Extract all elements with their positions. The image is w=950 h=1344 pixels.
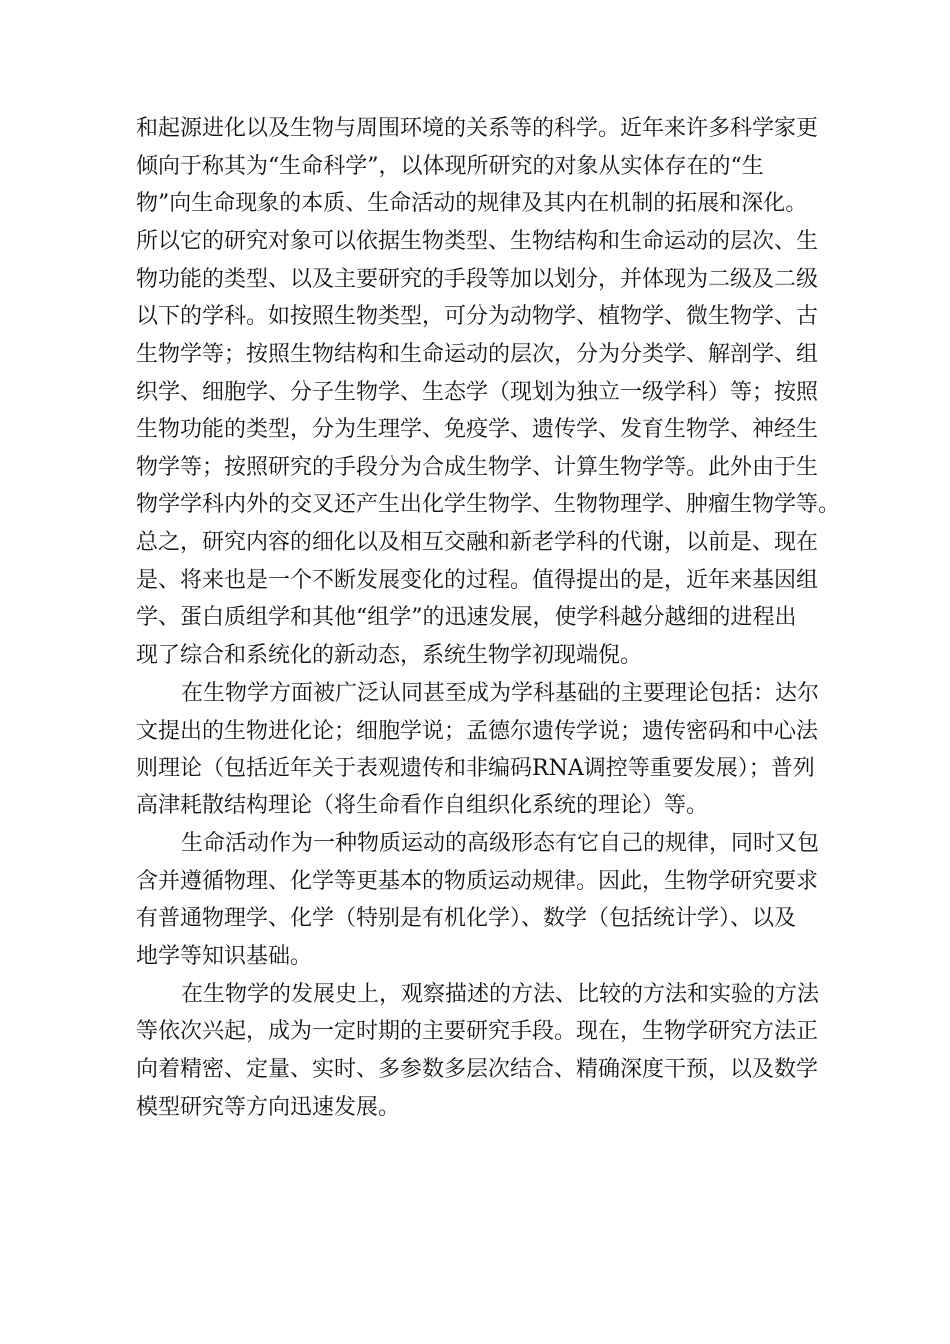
paragraph-line: 地学等知识基础。	[136, 944, 313, 969]
paragraph-line: 所以它的研究对象可以依据生物类型、生物结构和生命运动的层次、生	[136, 229, 819, 254]
paragraph-line: 物”向生命现象的本质、生命活动的规律及其内在机制的拓展和深化。	[136, 191, 808, 216]
paragraph-line: 物学学科内外的交叉还产生出化学生物学、生物物理学、肿瘤生物学等。	[136, 492, 841, 517]
paragraph-line: 以下的学科。如按照生物类型，可分为动物学、植物学、微生物学、古	[136, 304, 819, 329]
paragraph-line: 在生物学方面被广泛认同甚至成为学科基础的主要理论包括：达尔	[181, 681, 820, 706]
paragraph-line: 倾向于称其为“生命科学”，以体现所研究的对象从实体存在的“生	[136, 154, 764, 179]
paragraph-line: 织学、细胞学、分子生物学、生态学（现划为独立一级学科）等；按照	[136, 380, 819, 405]
paragraph-line: 生物功能的类型，分为生理学、免疫学、遗传学、发育生物学、神经生	[136, 417, 819, 442]
paragraph-line: 总之，研究内容的细化以及相互交融和新老学科的代谢，以前是、现在	[136, 530, 819, 555]
paragraph-line: 有普通物理学、化学（特别是有机化学）、数学（包括统计学）、以及	[136, 906, 797, 931]
paragraph-line: 等依次兴起，成为一定时期的主要研究手段。现在，生物学研究方法正	[136, 1019, 819, 1044]
paragraph-line: 学、蛋白质组学和其他“组学”的迅速发展，使学科越分越细的进程出	[136, 605, 797, 630]
paragraph-line: 和起源进化以及生物与周围环境的关系等的科学。近年来许多科学家更	[136, 116, 819, 141]
paragraph-line: 模型研究等方向迅速发展。	[136, 1095, 401, 1120]
paragraph-line: 生物学等；按照生物结构和生命运动的层次，分为分类学、解剖学、组	[136, 342, 819, 367]
paragraph-line: 是、将来也是一个不断发展变化的过程。值得提出的是，近年来基因组	[136, 568, 819, 593]
paragraph-line: 则理论（包括近年关于表观遗传和非编码RNA调控等重要发展）；普列	[136, 756, 815, 781]
paragraph-line: 物学等；按照研究的手段分为合成生物学、计算生物学等。此外由于生	[136, 455, 819, 480]
paragraph-line: 在生物学的发展史上，观察描述的方法、比较的方法和实验的方法	[181, 982, 820, 1007]
paragraph-line: 现了综合和系统化的新动态，系统生物学初现端倪。	[136, 643, 643, 668]
paragraph-line: 文提出的生物进化论；细胞学说；孟德尔遗传学说；遗传密码和中心法	[136, 719, 819, 744]
paragraph-line: 含并遵循物理、化学等更基本的物质运动规律。因此，生物学研究要求	[136, 869, 819, 894]
paragraph-line: 高津耗散结构理论（将生命看作自组织化系统的理论）等。	[136, 793, 709, 818]
paragraph-line: 生命活动作为一种物质运动的高级形态有它自己的规律，同时又包	[181, 831, 820, 856]
paragraph-line: 物功能的类型、以及主要研究的手段等加以划分，并体现为二级及二级	[136, 267, 819, 292]
paragraph-line: 向着精密、定量、实时、多参数多层次结合、精确深度干预，以及数学	[136, 1057, 819, 1082]
